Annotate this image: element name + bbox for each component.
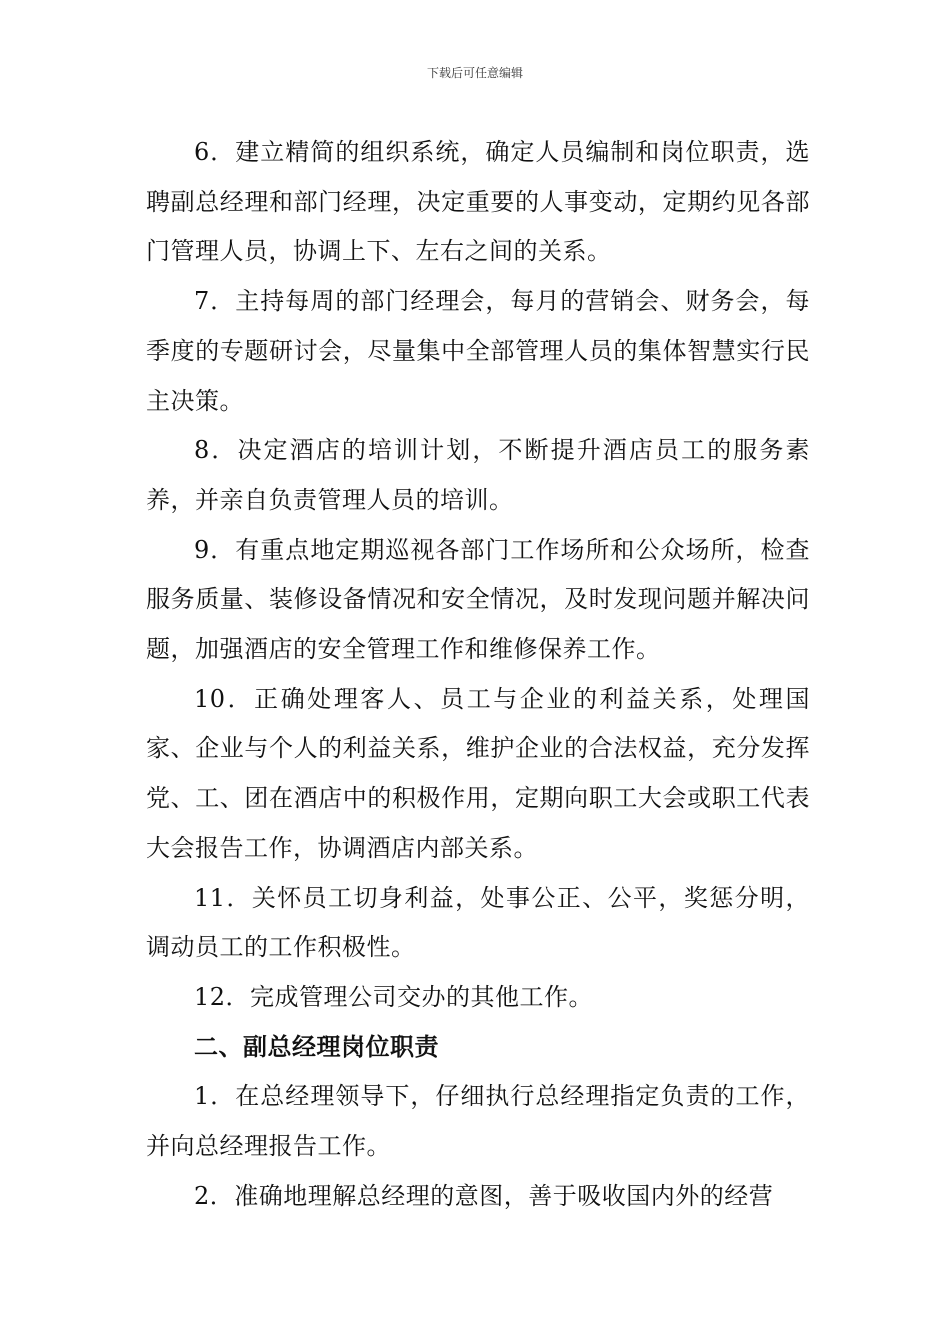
paragraph-item-9: 9．有重点地定期巡视各部门工作场所和公众场所，检查服务质量、装修设备情况和安全情况，及时发现问题并解决问题，加强酒店的安全管理工作和维修保养工作。 xyxy=(146,535,810,664)
section-paragraph-2: 2．准确地理解总经理的意图，善于吸收国内外的经营 xyxy=(194,1181,774,1210)
paragraph-item-10: 10．正确处理客人、员工与企业的利益关系，处理国家、企业与个人的利益关系，维护企业的合法权益，充分发挥党、工、团在酒店中的积极作用，定期向职工大会或职工代表大会报告工作，协调酒店内部关系。 xyxy=(146,684,810,862)
page-header-note: 下载后可任意编辑 xyxy=(426,66,523,80)
section-paragraph-1: 1．在总经理领导下，仔细执行总经理指定负责的工作，并向总经理报告工作。 xyxy=(146,1082,810,1161)
paragraph-item-8: 8．决定酒店的培训计划，不断提升酒店员工的服务素养，并亲自负责管理人员的培训。 xyxy=(146,436,810,514)
paragraph-item-12: 12．完成管理公司交办的其他工作。 xyxy=(194,982,594,1011)
paragraph-item-6: 6．建立精简的组织系统，确定人员编制和岗位职责，选聘副总经理和部门经理，决定重要的人事变动，定期约见各部门管理人员，协调上下、左右之间的关系。 xyxy=(146,138,810,266)
paragraph-item-11: 11．关怀员工切身利益，处事公正、公平，奖惩分明，调动员工的工作积极性。 xyxy=(146,883,810,962)
paragraph-item-7: 7．主持每周的部门经理会，每月的营销会、财务会，每季度的专题研讨会，尽量集中全部管理人员的集体智慧实行民主决策。 xyxy=(146,287,810,415)
document-body xyxy=(146,128,810,1221)
section-heading: 二、副总经理岗位职责 xyxy=(194,1032,439,1061)
